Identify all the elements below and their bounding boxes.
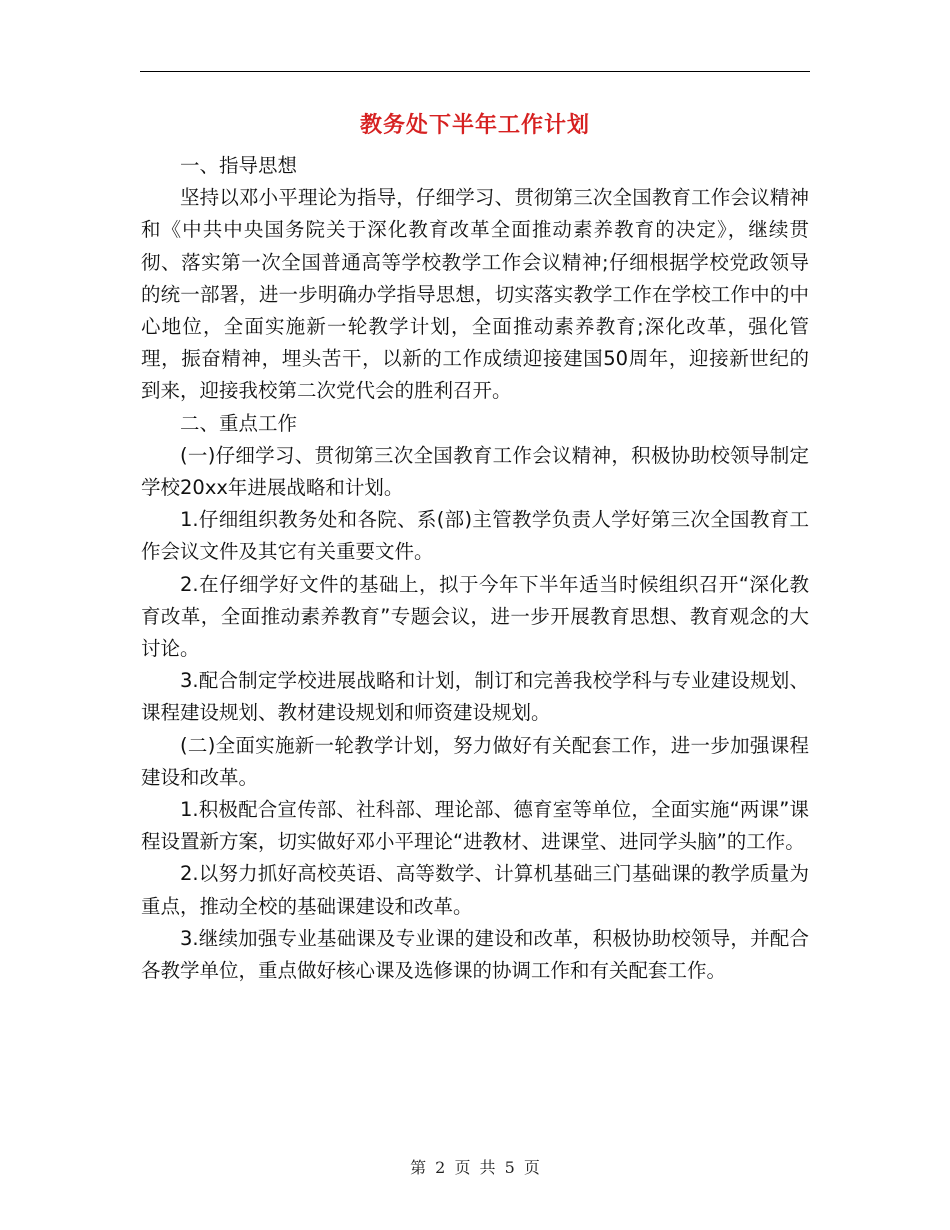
- document-body: [141, 150, 809, 987]
- page-number: 第 2 页 共 5 页: [410, 1158, 540, 1177]
- section-heading: 二、重点工作: [180, 411, 298, 435]
- paragraph: 1.积极配合宣传部、社科部、理论部、德育室等单位，全面实施“两课”课程设置新方案，切实做好邓小平理论“进教材、进课堂、进同学头脑”的工作。: [141, 798, 809, 854]
- document-title: 教务处下半年工作计划: [359, 112, 590, 138]
- section-heading: 一、指导思想: [180, 154, 298, 177]
- paragraph: 2.以努力抓好高校英语、高等数学、计算机基础三门基础课的教学质量为重点，推动全校的基础课建设和改革。: [141, 862, 809, 918]
- paragraph: (一)仔细学习、贯彻第三次全国教育工作会议精神，积极协助校领导制定学校20xx年进展战略和计划。: [141, 443, 809, 500]
- paragraph: 坚持以邓小平理论为指导，仔细学习、贯彻第三次全国教育工作会议精神和《中共中央国务院关于深化教育改革全面推动素养教育的决定》，继续贯彻、落实第一次全国普通高等学校教学工作会议精神;仔细根据学校党政领导的统一部署，进一步明确办学指导思想，切实落实教学工作在学校工作中的中心地位，全面实施新一轮教学计划，全面推动素养教育;深化改革，强化管理，振奋精神，埋头苦干，以新的工作成绩迎接建国50周年，迎接新世纪的到来，迎接我校第二次党代会的胜利召开。: [141, 186, 809, 403]
- paragraph: 3.继续加强专业基础课及专业课的建设和改革，积极协助校领导，并配合各教学单位，重点做好核心课及选修课的协调工作和有关配套工作。: [141, 926, 809, 983]
- paragraph: (二)全面实施新一轮教学计划，努力做好有关配套工作，进一步加强课程建设和改革。: [141, 733, 809, 789]
- header-rule: [140, 71, 810, 72]
- paragraph: 2.在仔细学好文件的基础上，拟于今年下半年适当时候组织召开“深化教育改革，全面推动素养教育”专题会议，进一步开展教育思想、教育观念的大讨论。: [141, 572, 809, 661]
- paragraph: 3.配合制定学校进展战略和计划，制订和完善我校学科与专业建设规划、课程建设规划、教材建设规划和师资建设规划。: [141, 669, 809, 725]
- paragraph: 1.仔细组织教务处和各院、系(部)主管教学负责人学好第三次全国教育工作会议文件及其它有关重要文件。: [141, 508, 809, 564]
